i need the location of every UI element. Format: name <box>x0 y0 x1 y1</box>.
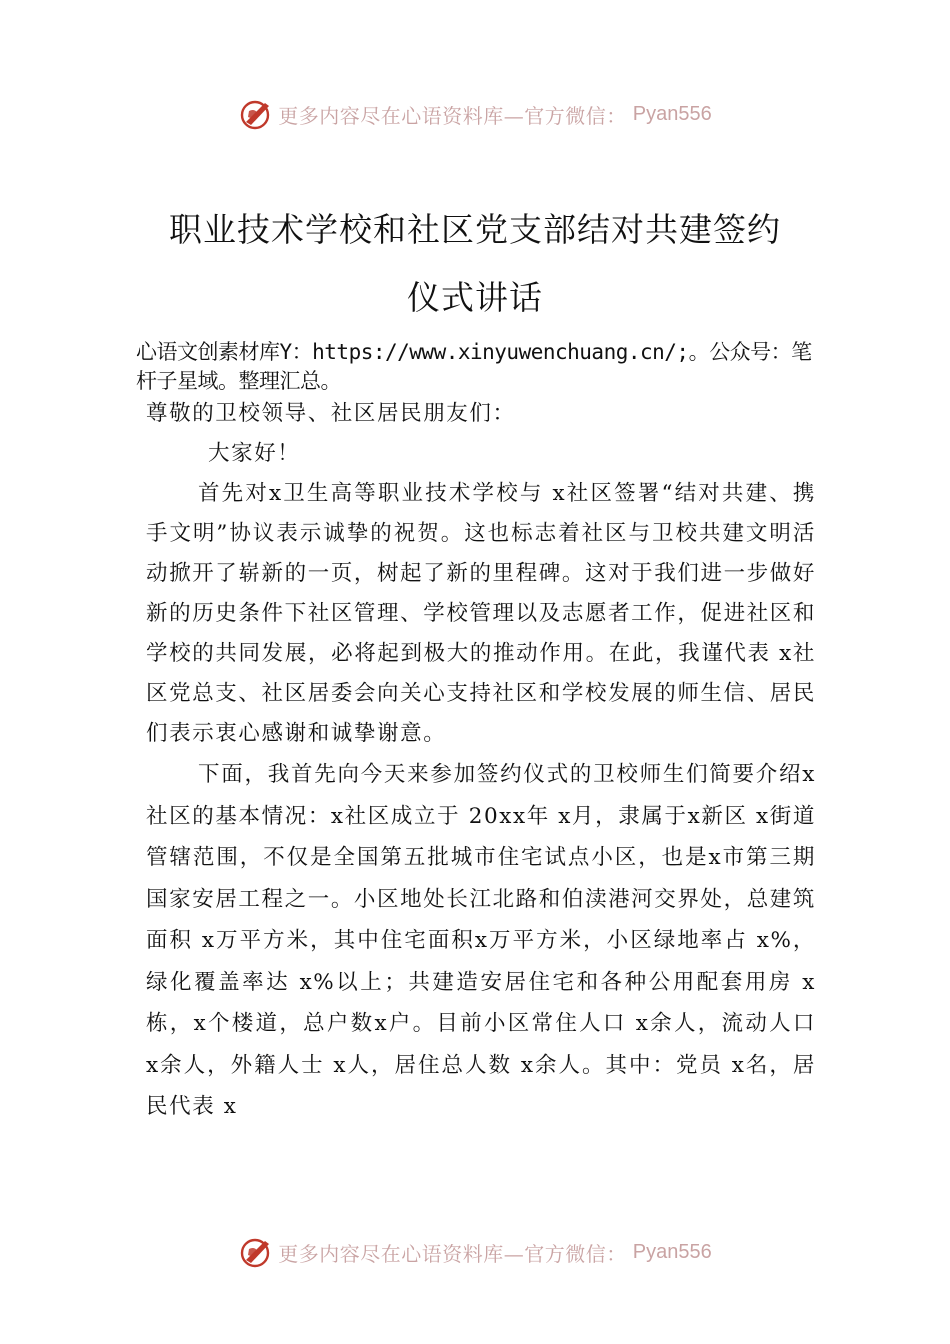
pen-seal-logo-icon <box>238 96 274 132</box>
banner-text: 更多内容尽在心语资料库—官方微信： <box>278 103 627 128</box>
header-banner <box>0 94 950 134</box>
wechat-id: Pyan556 <box>632 102 712 125</box>
salutation: 尊敬的卫校领导、社区居民朋友们： <box>146 401 516 426</box>
greeting: 大家好！ <box>208 441 301 466</box>
document-title-line2: 仪式讲话 <box>407 278 543 317</box>
document-body <box>146 396 816 1128</box>
paragraph-1: 首先对x卫生高等职业技术学校与 x社区签署“结对共建、携手文明”协议表示诚挚的祝贺。这也标志着社区与卫校共建文明活动掀开了崭新的一页，树起了新的里程碑。这对于我们进一步做好新的历史条件下社区管理、学校管理以及志愿者工作，促进社区和学校的共同发展，必将起到极大的推动作用。在此，我谨代表 x社区党总支、社区居委会向关心支持社区和学校发展的师生信、居民们表示衷心感谢和诚挚谢意。 <box>146 481 816 746</box>
pen-seal-logo-icon <box>238 1234 274 1270</box>
paragraph-2: 下面，我首先向今天来参加签约仪式的卫校师生们简要介绍x社区的基本情况：x社区成立于 20xx年 x月，隶属于x新区 x街道管辖范围，不仅是全国第五批城市住宅试点小区，也是x市第三期国家安居工程之一。小区地处长江北路和伯渎港河交界处，总建筑面积 x万平方米，其中住宅面积x万平方米，小区绿地率占 x%，绿化覆盖率达 x%以上；共建造安居住宅和各种公用配套用房 x栋，x个楼道，总户数x户。目前小区常住人口 x余人，流动人口 x余人，外籍人士 x人，居住总人数 x余人。其中：党员 x名，居民代表 x <box>146 762 816 1119</box>
wechat-id: Pyan556 <box>632 1240 712 1263</box>
footer-banner <box>0 1232 950 1272</box>
document-title-line1: 职业技术学校和社区党支部结对共建签约 <box>169 210 781 249</box>
source-note: 心语文创素材库Y：https://www.xinyuwenchuang.cn/;。公众号：笔杆子星域。整理汇总。 <box>136 340 812 393</box>
banner-text: 更多内容尽在心语资料库—官方微信： <box>278 1241 627 1266</box>
